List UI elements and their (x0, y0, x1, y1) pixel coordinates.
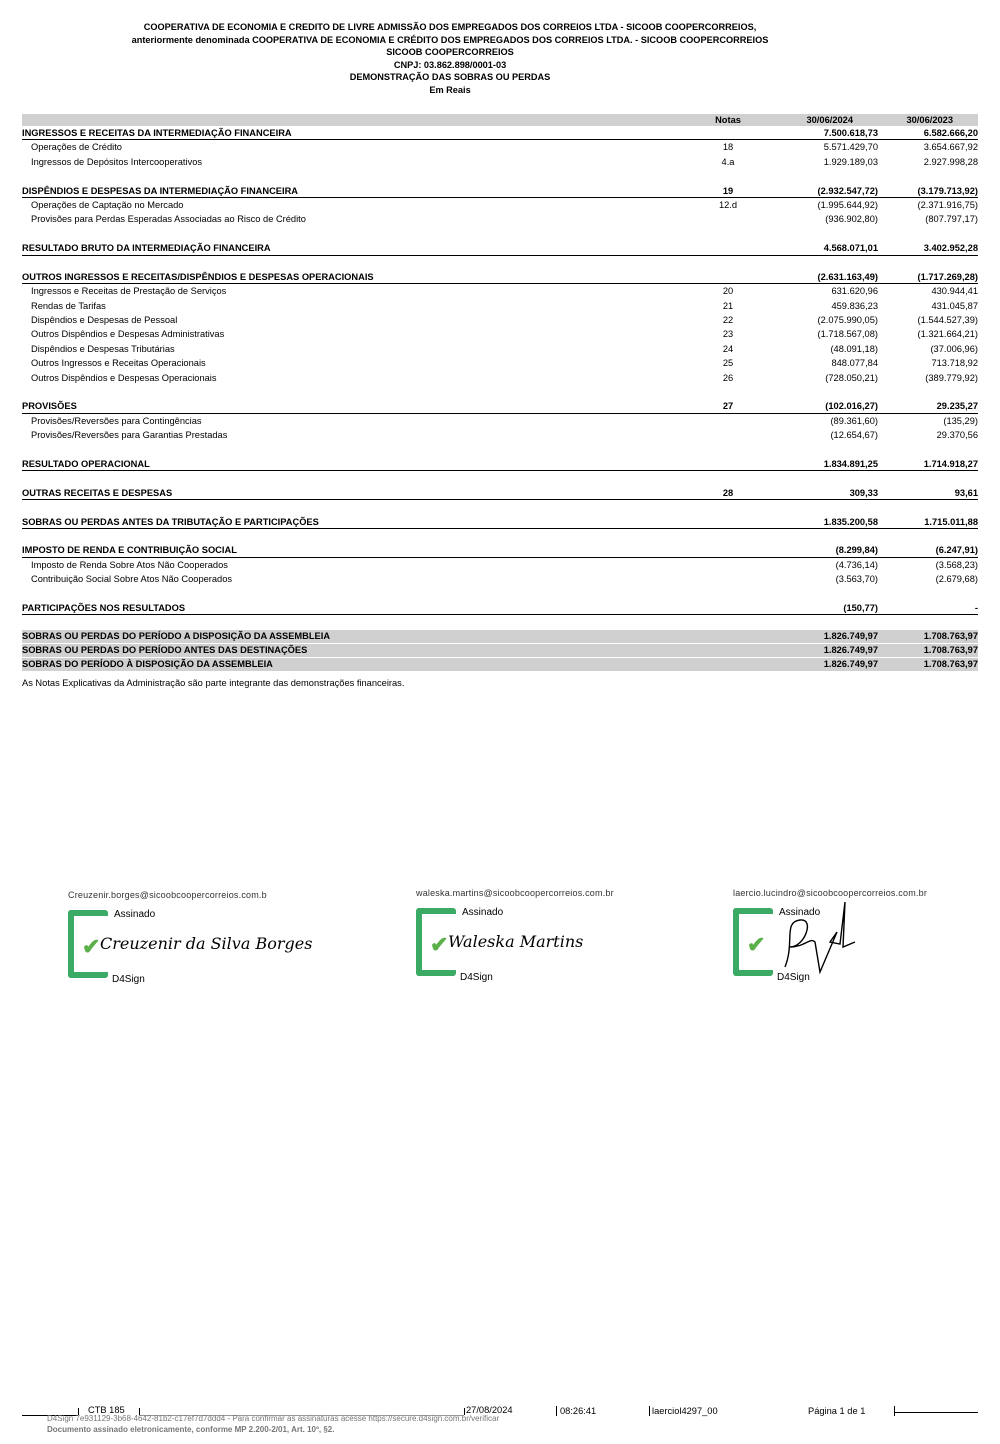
spacer-row (22, 500, 978, 514)
value-2023: 431.045,87 (931, 300, 978, 311)
company-name: COOPERATIVA DE ECONOMIA E CREDITO DE LIVRE ADMISSÃO DOS EMPREGADOS DOS CORREIOS LTDA - SICOOB COOPERCORREIOS, (143, 22, 757, 32)
row-label: SOBRAS OU PERDAS DO PERÍODO ANTES DAS DESTINAÇÕES (22, 644, 308, 655)
table-row (22, 414, 978, 428)
row-label: Provisões/Reversões para Contingências (31, 415, 202, 426)
spacer-row (22, 385, 978, 399)
value-2024: (8.299,84) (835, 545, 878, 556)
row-label: Provisões/Reversões para Garantias Prestadas (31, 430, 228, 441)
row-label: Imposto de Renda Sobre Atos Não Cooperados (31, 559, 228, 570)
col-notas: Notas (715, 115, 741, 125)
spacer-row (22, 587, 978, 601)
row-label: Ingressos e Receitas de Prestação de Serviços (31, 286, 227, 297)
row-label: IMPOSTO DE RENDA E CONTRIBUIÇÃO SOCIAL (22, 545, 237, 556)
row-note: 4.a (721, 156, 735, 167)
spacer-row (22, 256, 978, 270)
spacer-row (22, 443, 978, 457)
row-label: RESULTADO BRUTO DA INTERMEDIAÇÃO FINANCEIRA (22, 243, 271, 254)
total-row (22, 644, 978, 657)
value-2024: 459.836,23 (831, 300, 878, 311)
column-header-row (22, 114, 978, 126)
row-label: Ingressos de Depósitos Intercooperativos (31, 156, 203, 167)
value-2024: 309,33 (849, 487, 878, 498)
value-2024: 1.834.891,25 (823, 458, 878, 469)
value-2023: (1.717.269,28) (917, 271, 978, 282)
report-time: 08:26:41 (560, 1406, 597, 1416)
row-label: PROVISÕES (22, 401, 77, 412)
section-row (22, 126, 978, 140)
section-row (22, 486, 978, 500)
value-2024: 1.826.749,97 (823, 644, 878, 655)
handwritten-signature-scribble (775, 902, 865, 977)
signed-status: Assinado (114, 909, 156, 920)
row-note: 23 (722, 329, 734, 340)
table-row (22, 212, 978, 226)
value-2023: 1.708.763,97 (923, 644, 978, 655)
statement-title: DEMONSTRAÇÃO DAS SOBRAS OU PERDAS (349, 72, 551, 82)
report-code: CTB 185 (88, 1405, 125, 1415)
value-2023: (3.179.713,92) (917, 185, 978, 196)
value-2024: 848.077,84 (831, 358, 878, 369)
value-2023: 430.944,41 (931, 286, 978, 297)
page-number: Página 1 de 1 (808, 1406, 866, 1416)
value-2024: (2.075.990,05) (817, 315, 878, 326)
value-2023: 713.718,92 (931, 358, 978, 369)
total-row (22, 658, 978, 671)
row-label: Dispêndios e Despesas Tributárias (31, 343, 175, 354)
row-label: Operações de Crédito (31, 142, 122, 153)
row-label: RESULTADO OPERACIONAL (22, 458, 150, 469)
row-label: Outros Dispêndios e Despesas Administrativas (31, 329, 225, 340)
table-row (22, 558, 978, 572)
row-label: OUTRAS RECEITAS E DESPESAS (22, 487, 173, 498)
row-label: Operações de Captação no Mercado (31, 199, 184, 210)
table-row (22, 140, 978, 154)
spacer-row (22, 227, 978, 241)
row-note: 22 (722, 315, 734, 326)
row-label: Outros Ingressos e Receitas Operacionais (31, 358, 206, 369)
value-2023: (135,29) (943, 415, 978, 426)
row-label: Outros Dispêndios e Despesas Operacionais (31, 372, 217, 383)
col-2023: 30/06/2023 (906, 115, 953, 125)
section-row (22, 399, 978, 413)
value-2023: (6.247,91) (935, 545, 978, 556)
signature-provider: D4Sign (112, 974, 145, 985)
signature-stamp (733, 888, 1000, 988)
section-row (22, 601, 978, 615)
value-2024: (1.718.567,08) (817, 329, 878, 340)
signer-email: waleska.martins@sicoobcoopercorreios.com.br (416, 888, 614, 898)
row-label: SOBRAS OU PERDAS ANTES DA TRIBUTAÇÃO E PARTICIPAÇÕES (22, 516, 319, 527)
row-note: 12.d (718, 199, 738, 210)
section-row (22, 515, 978, 529)
value-2024: (936.902,80) (825, 214, 878, 225)
table-row (22, 313, 978, 327)
value-2023: 1.708.763,97 (923, 630, 978, 641)
row-label: OUTROS INGRESSOS E RECEITAS/DISPÊNDIOS E DESPESAS OPERACIONAIS (22, 271, 374, 282)
row-note: 27 (722, 401, 734, 412)
value-2023: 6.582.666,20 (923, 128, 978, 138)
statement-table (22, 114, 978, 672)
row-label: Contribuição Social Sobre Atos Não Cooperados (31, 574, 233, 585)
value-2024: (48.091,18) (830, 343, 878, 354)
table-row (22, 342, 978, 356)
value-2023: 3.654.667,92 (923, 142, 978, 153)
value-2024: 7.500.618,73 (823, 128, 878, 138)
value-2023: 1.708.763,97 (923, 658, 978, 669)
spacer-row (22, 471, 978, 485)
table-row (22, 299, 978, 313)
check-icon: ✔ (747, 932, 766, 957)
table-row (22, 371, 978, 385)
value-2024: (102.016,27) (825, 401, 878, 412)
value-2023: 1.714.918,27 (923, 458, 978, 469)
table-row (22, 284, 978, 298)
currency-note: Em Reais (429, 84, 471, 95)
signed-status: Assinado (779, 907, 821, 918)
legal-notice: Documento assinado eletronicamente, conforme MP 2.200-2/01, Art. 10º, §2. (47, 1425, 335, 1434)
section-row (22, 270, 978, 284)
section-row (22, 457, 978, 471)
signer-email: laercio.lucindro@sicoobcoopercorreios.com.br (733, 888, 928, 898)
value-2024: (150,77) (843, 602, 878, 613)
row-label: Provisões para Perdas Esperadas Associadas ao Risco de Crédito (31, 214, 306, 225)
table-row (22, 327, 978, 341)
row-label: PARTICIPAÇÕES NOS RESULTADOS (22, 602, 186, 613)
total-row (22, 630, 978, 643)
section-row (22, 184, 978, 198)
signed-status: Assinado (462, 907, 504, 918)
value-2024: 5.571.429,70 (823, 142, 878, 153)
table-row (22, 356, 978, 370)
value-2023: (3.568,23) (935, 559, 978, 570)
value-2023: 29.235,27 (936, 401, 978, 412)
value-2024: (1.995.644,92) (817, 199, 878, 210)
row-label: SOBRAS OU PERDAS DO PERÍODO A DISPOSIÇÃO DA ASSEMBLEIA (22, 630, 331, 641)
row-label: DISPÊNDIOS E DESPESAS DA INTERMEDIAÇÃO FINANCEIRA (22, 185, 299, 196)
row-note: 18 (722, 142, 734, 153)
value-2024: (728.050,21) (825, 372, 878, 383)
short-name: SICOOB COOPERCORREIOS (386, 47, 514, 57)
row-note: 25 (722, 358, 734, 369)
col-2024: 30/06/2024 (806, 115, 853, 125)
signature-stamp (416, 888, 716, 988)
value-2024: (12.654,67) (830, 430, 878, 441)
value-2024: (2.631.163,49) (817, 271, 878, 282)
row-label: SOBRAS DO PERÍODO À DISPOSIÇÃO DA ASSEMBLEIA (22, 658, 273, 669)
value-2024: 4.568.071,01 (823, 243, 878, 254)
value-2023: (389.779,92) (925, 372, 978, 383)
table-row (22, 155, 978, 169)
value-2024: (4.736,14) (835, 559, 878, 570)
spacer-row (22, 529, 978, 543)
value-2023: 29.370,56 (936, 430, 978, 441)
spacer-row (22, 615, 978, 629)
table-row (22, 198, 978, 212)
table-row (22, 572, 978, 586)
footnote: As Notas Explicativas da Administração são parte integrante das demonstrações financeiras. (22, 678, 405, 688)
report-date: 27/08/2024 (466, 1405, 513, 1415)
row-note: 28 (722, 487, 734, 498)
table-row (22, 428, 978, 442)
report-user: laerciol4297_00 (652, 1406, 718, 1416)
check-icon: ✔ (82, 934, 101, 959)
value-2023: - (974, 602, 978, 613)
value-2024: 1.826.749,97 (823, 658, 878, 669)
value-2023: 1.715.011,88 (924, 516, 978, 527)
cnpj: CNPJ: 03.862.898/0001-03 (393, 59, 507, 70)
row-note: 19 (722, 185, 734, 196)
row-label: Rendas de Tarifas (31, 300, 106, 311)
value-2023: (1.544.527,39) (917, 315, 978, 326)
signature-provider: D4Sign (460, 972, 493, 983)
value-2023: (807.797,17) (925, 214, 978, 225)
row-note: 24 (722, 343, 734, 354)
section-row (22, 241, 978, 255)
handwritten-signature: Waleska Martins (448, 932, 584, 951)
row-note: 20 (722, 286, 734, 297)
value-2024: 1.929.189,03 (823, 156, 878, 167)
value-2024: (2.932.547,72) (817, 185, 878, 196)
value-2023: (37.006,96) (930, 343, 978, 354)
row-note: 26 (722, 372, 734, 383)
value-2024: 1.826.749,97 (823, 630, 878, 641)
signature-provider: D4Sign (777, 972, 810, 983)
value-2024: 631.620,96 (831, 286, 878, 297)
value-2024: 1.835.200,58 (823, 516, 878, 527)
value-2023: (1.321.664,21) (917, 329, 978, 340)
row-label: INGRESSOS E RECEITAS DA INTERMEDIAÇÃO FINANCEIRA (22, 128, 292, 138)
value-2023: 2.927.998,28 (923, 156, 978, 167)
former-name: anteriormente denominada COOPERATIVA DE ECONOMIA E CRÉDITO DOS EMPREGADOS DOS CORREIOS LTDA. - SICOOB COOPERCORREIOS (131, 34, 769, 45)
value-2023: 3.402.952,28 (923, 243, 978, 254)
d4sign-verification: D4Sign 7e931129-3b68-4642-81b2-c17ef7d7ddd4 - Para confirmar as assinaturas acesse https://secure.d4sign.com.br/verificar (47, 1414, 500, 1423)
document-header (0, 21, 900, 96)
value-2024: (3.563,70) (835, 574, 878, 585)
row-note: 21 (722, 300, 734, 311)
handwritten-signature: Creuzenir da Silva Borges (100, 934, 313, 953)
spacer-row (22, 169, 978, 183)
value-2023: 93,61 (954, 487, 978, 498)
section-row (22, 543, 978, 557)
check-icon: ✔ (430, 932, 449, 957)
value-2024: (89.361,60) (830, 415, 878, 426)
value-2023: (2.371.916,75) (917, 199, 978, 210)
row-label: Dispêndios e Despesas de Pessoal (31, 315, 178, 326)
value-2023: (2.679,68) (935, 574, 978, 585)
signer-email: Creuzenir.borges@sicoobcoopercorreios.com.b (68, 890, 267, 900)
signature-stamp (68, 890, 368, 990)
